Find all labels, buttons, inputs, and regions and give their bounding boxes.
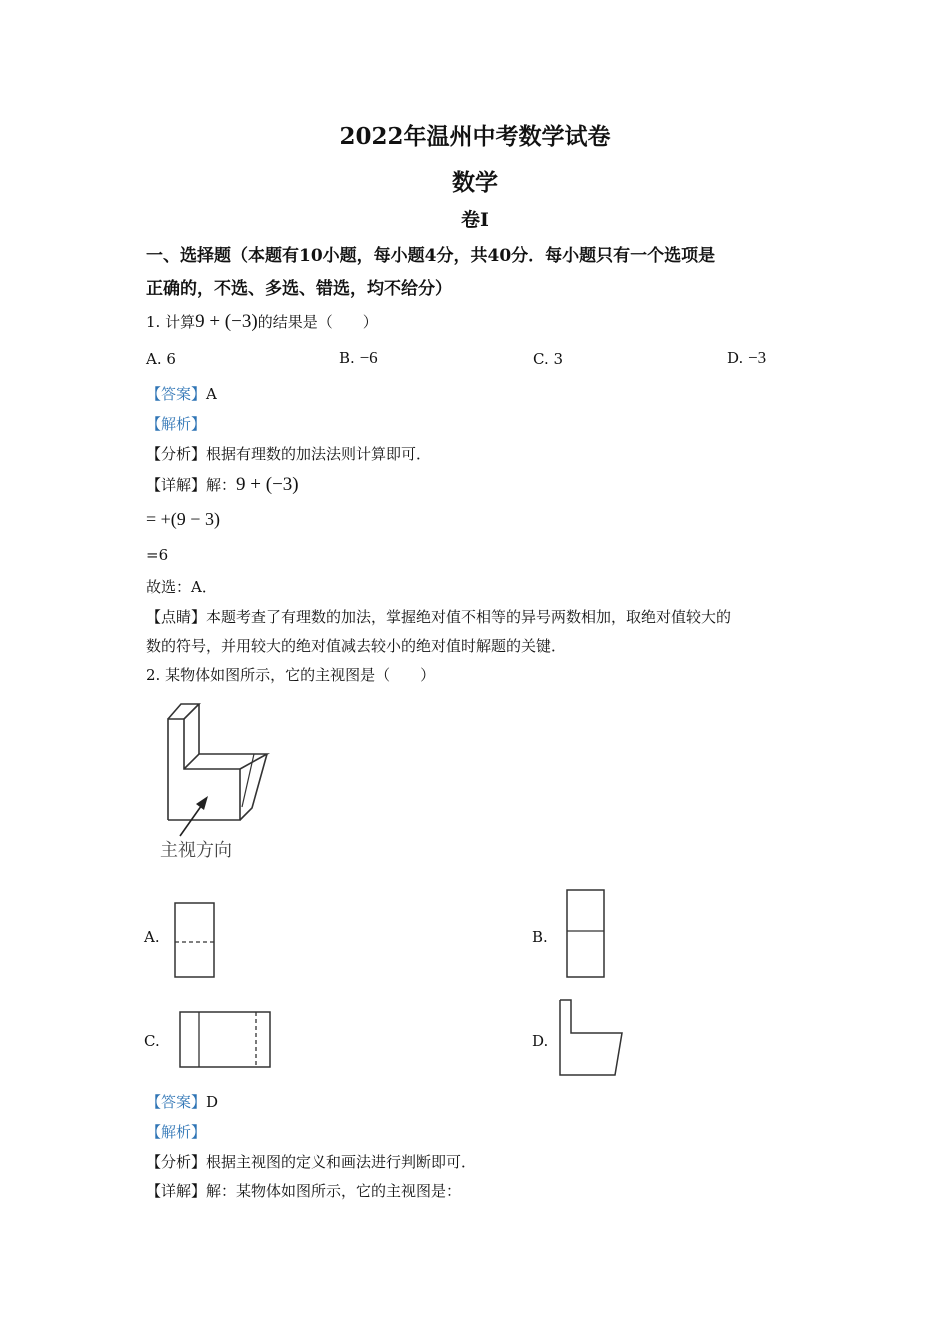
fenxi-tag: 【分析】 (146, 1153, 207, 1171)
question-1-stem (146, 311, 378, 333)
q1-option-c (533, 350, 563, 368)
q1-fenxi (146, 443, 431, 464)
section-heading-line1: 一、选择题（本题有10小题，每小题4分，共40分．每小题只有一个选项是 (146, 246, 716, 266)
detail-tag: 【详解】 (146, 1182, 207, 1200)
option-label: A. (146, 350, 162, 368)
q2-analysis-tag: 【解析】 (146, 1123, 207, 1141)
volume-label: 卷Ⅰ (461, 209, 489, 231)
q1-prefix: 1. 计算 (146, 313, 196, 331)
q1-answer (146, 383, 217, 404)
q2-option-a-label: A. (144, 928, 160, 946)
q2-option-d-label: D. (532, 1032, 549, 1050)
q1-suffix: 的结果是（ ） (257, 313, 378, 331)
option-label: B. (339, 349, 355, 367)
option-value: 6 (166, 350, 176, 368)
detail-text: 解：某物体如图所示，它的主视图是： (206, 1182, 462, 1200)
detail-expression: 9 + (−3) (236, 474, 299, 495)
detail-prefix: 解： (206, 476, 237, 494)
q1-analysis-tag: 【解析】 (146, 415, 207, 433)
fenxi-text: 根据主视图的定义和画法进行判断即可． (206, 1153, 477, 1171)
q1-expression: 9 + (−3) (195, 311, 258, 332)
section-heading-line2: 正确的，不选、多选、错选，均不给分） (146, 279, 452, 299)
exam-title: 2022年温州中考数学试卷 (339, 123, 611, 150)
q1-option-a (146, 350, 176, 368)
q2-answer (146, 1091, 218, 1112)
option-value: −3 (748, 348, 767, 367)
q1-comment-line2: 数的符号，并用较大的绝对值减去较小的绝对值时解题的关键． (146, 637, 567, 655)
option-value: −6 (359, 348, 378, 367)
fenxi-tag: 【分析】 (146, 445, 207, 463)
answer-tag: 【答案】 (146, 1093, 207, 1111)
q2-option-c-figure (179, 1011, 273, 1069)
answer-value: A (206, 385, 217, 403)
q1-comment-line1 (146, 606, 731, 627)
option-label: D. (727, 349, 744, 367)
q1-option-d (727, 348, 766, 368)
comment-tag: 【点睛】 (146, 608, 207, 626)
q2-option-b-label: B. (532, 928, 548, 946)
q1-choice: 故选：A． (146, 578, 217, 596)
q2-option-a-figure (174, 902, 216, 979)
question-2-stem: 2. 某物体如图所示，它的主视图是（ ） (146, 666, 436, 684)
tall-top (168, 704, 199, 719)
q1-step-2: =6 (146, 546, 169, 564)
option-value: 3 (553, 350, 564, 368)
option-label: C. (533, 350, 549, 368)
answer-tag: 【答案】 (146, 385, 207, 403)
q1-option-b (339, 348, 378, 368)
q2-option-b-figure (566, 889, 606, 979)
q2-fenxi (146, 1151, 476, 1172)
q1-step-1: = +(9 − 3) (146, 509, 220, 529)
q2-option-d-figure (558, 998, 626, 1078)
subject-title: 数学 (452, 169, 498, 196)
comment-text: 本题考查了有理数的加法，掌握绝对值不相等的异号两数相加，取绝对值较大的 (206, 608, 732, 626)
fenxi-text: 根据有理数的加法法则计算即可． (206, 445, 432, 463)
answer-value: D (206, 1093, 219, 1111)
q1-detail (146, 474, 299, 496)
q2-detail (146, 1180, 461, 1201)
detail-tag: 【详解】 (146, 476, 207, 494)
view-direction-arrow (180, 796, 208, 836)
view-direction-caption: 主视方向 (160, 840, 232, 861)
q2-option-c-label: C. (144, 1032, 160, 1050)
